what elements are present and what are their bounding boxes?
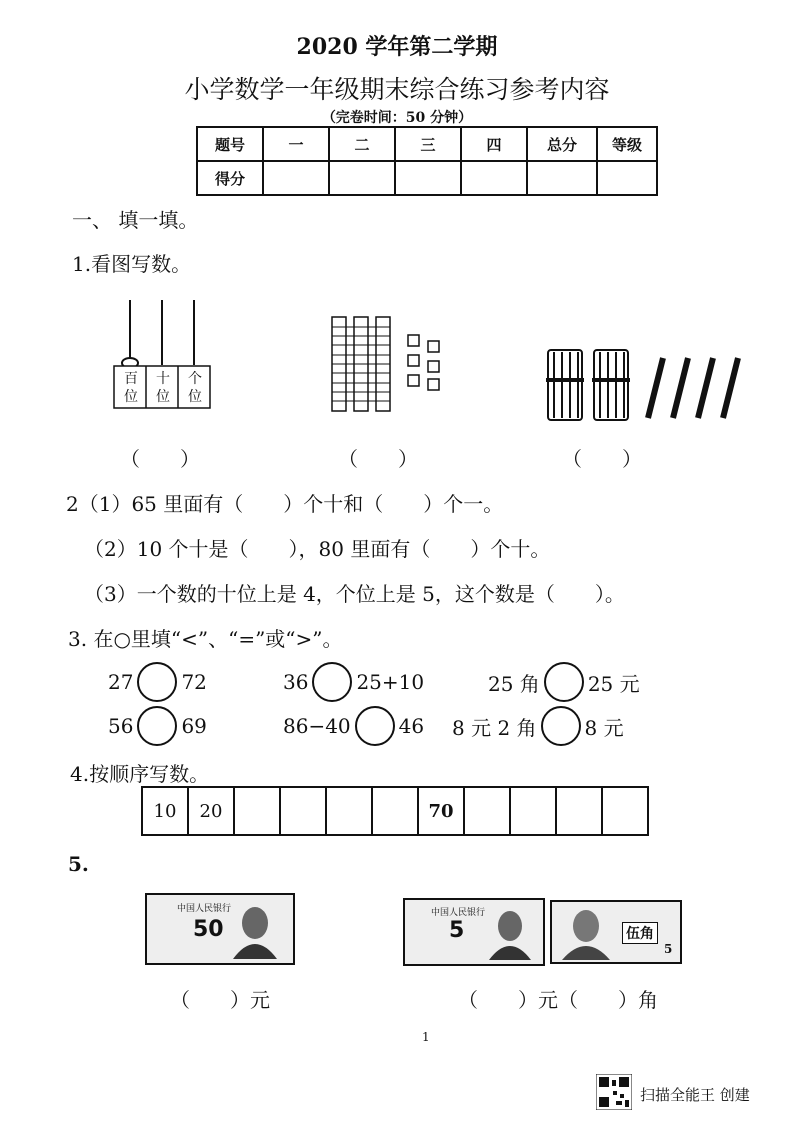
sequence-cell: 20 <box>188 787 234 835</box>
compare-item <box>283 662 424 702</box>
portrait-icon <box>556 904 616 960</box>
question-4-title: 4.按顺序写数。 <box>70 762 210 786</box>
question-5-title: 5. <box>68 852 89 876</box>
question-2-line-1: 2（1）65 里面有（ ）个十和（ ）个一。 <box>66 492 504 516</box>
compare-right: 72 <box>181 670 207 694</box>
portrait-icon <box>229 899 281 959</box>
banknote-50-yuan <box>145 893 295 965</box>
score-cell: 四 <box>461 127 527 161</box>
banknote-bank-name: 中国人民银行 <box>177 904 232 914</box>
qr-code-icon <box>596 1074 632 1110</box>
compare-left: 8 元 2 角 <box>452 715 537 740</box>
banknote-value: 5 <box>449 918 465 943</box>
exam-title: 小学数学一年级期末综合练习参考内容 <box>184 75 610 104</box>
score-table <box>196 126 658 196</box>
compare-item <box>488 662 640 702</box>
sequence-cell[interactable] <box>280 787 326 835</box>
banknote-value-text: 伍角 <box>622 922 658 944</box>
scanner-watermark: 扫描全能王 创建 <box>640 1086 750 1104</box>
question-1-title: 1.看图写数。 <box>72 252 192 276</box>
sequence-cell[interactable] <box>372 787 418 835</box>
score-input-cell[interactable] <box>527 161 597 195</box>
question-2-line-2: （2）10 个十是（ ），80 里面有（ ）个十。 <box>84 537 551 561</box>
compare-right: 8 元 <box>584 715 624 740</box>
compare-circle[interactable] <box>312 662 352 702</box>
section-title: 一、 填一填。 <box>72 208 199 232</box>
banknote-value-number: 5 <box>664 942 673 956</box>
score-cell: 题号 <box>197 127 263 161</box>
compare-item <box>108 662 207 702</box>
compare-left: 25 角 <box>488 671 540 696</box>
score-cell: 二 <box>329 127 395 161</box>
money-answer-2[interactable]: （ ）元（ ）角 <box>458 988 658 1012</box>
page-number: 1 <box>422 1030 430 1044</box>
sequence-cell[interactable] <box>464 787 510 835</box>
compare-item <box>452 706 624 746</box>
banknote-value: 50 <box>193 917 224 942</box>
answer-blank-3[interactable]: （ ） <box>562 447 642 471</box>
sequence-cell[interactable] <box>602 787 648 835</box>
sequence-cell[interactable] <box>510 787 556 835</box>
score-cell: 一 <box>263 127 329 161</box>
sequence-cell: 10 <box>142 787 188 835</box>
compare-circle[interactable] <box>137 662 177 702</box>
answer-blank-2[interactable]: （ ） <box>338 447 418 471</box>
compare-right: 25 元 <box>587 671 640 696</box>
abacus-label-ones: 个 位 <box>188 371 202 405</box>
exam-title-year: 2020 学年第二学期 <box>296 34 498 60</box>
sequence-cell[interactable] <box>556 787 602 835</box>
compare-left: 36 <box>283 670 309 694</box>
answer-blank-1[interactable]: （ ） <box>120 447 200 471</box>
score-input-cell[interactable] <box>263 161 329 195</box>
compare-right: 46 <box>398 714 425 738</box>
portrait-icon <box>485 904 535 960</box>
score-table-header-row <box>197 127 657 161</box>
compare-circle[interactable] <box>541 706 581 746</box>
score-input-cell[interactable] <box>461 161 527 195</box>
score-cell: 总分 <box>527 127 597 161</box>
compare-right: 69 <box>181 714 207 738</box>
counting-sticks-figure <box>538 340 753 425</box>
abacus-label-hundreds: 百 位 <box>124 371 138 405</box>
sequence-cell[interactable] <box>326 787 372 835</box>
score-table-score-row <box>197 161 657 195</box>
question-2-line-3: （3）一个数的十位上是 4，个位上是 5，这个数是（ ）。 <box>84 582 625 606</box>
sequence-cell: 70 <box>418 787 464 835</box>
compare-left: 56 <box>108 714 134 738</box>
compare-circle[interactable] <box>544 662 584 702</box>
compare-left: 27 <box>108 670 134 694</box>
score-cell: 等级 <box>597 127 657 161</box>
score-cell: 三 <box>395 127 461 161</box>
sequence-cell[interactable] <box>234 787 280 835</box>
question-3-title: 3. 在○里填“<”、“=”或“>”。 <box>68 627 343 651</box>
compare-circle[interactable] <box>355 706 395 746</box>
score-input-cell[interactable] <box>395 161 461 195</box>
unit-cubes-figure <box>328 315 448 415</box>
abacus-label-tens: 十 位 <box>156 371 170 405</box>
time-note: （完卷时间：50 分钟） <box>321 110 473 126</box>
banknote-5-jiao <box>550 900 682 964</box>
banknote-5-yuan <box>403 898 545 966</box>
sequence-table <box>141 786 649 836</box>
compare-circle[interactable] <box>137 706 177 746</box>
compare-right: 25+10 <box>356 670 425 694</box>
score-input-cell[interactable] <box>329 161 395 195</box>
compare-left: 86−40 <box>283 714 351 738</box>
score-cell: 得分 <box>197 161 263 195</box>
compare-item <box>283 706 424 746</box>
compare-item <box>108 706 207 746</box>
banknote-bank-name: 中国人民银行 <box>431 908 486 918</box>
money-answer-1[interactable]: （ ）元 <box>170 988 270 1012</box>
score-input-cell[interactable] <box>597 161 657 195</box>
